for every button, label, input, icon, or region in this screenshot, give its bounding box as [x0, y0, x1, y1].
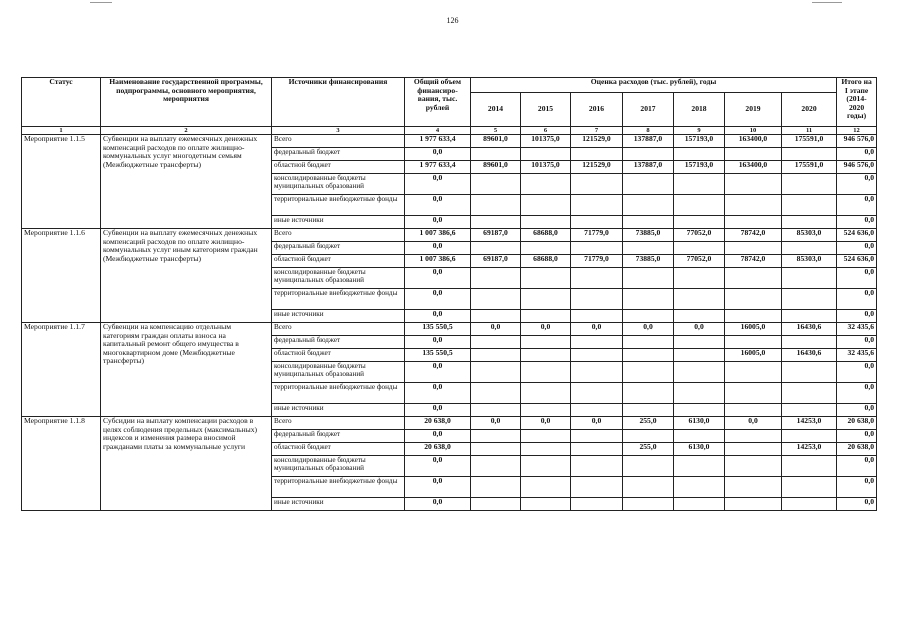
year-value-cell [725, 383, 782, 404]
year-value-cell [571, 148, 623, 161]
year-value-cell [782, 404, 837, 417]
itogo-cell: 0,0 [837, 498, 877, 511]
year-value-cell [623, 242, 674, 255]
year-value-cell [725, 268, 782, 289]
budget-table [21, 77, 877, 511]
itogo-cell: 946 576,0 [837, 161, 877, 174]
year-value-cell [521, 349, 571, 362]
year-value-cell [623, 404, 674, 417]
year-value-cell: 85303,0 [782, 255, 837, 268]
total-cell: 0,0 [405, 148, 471, 161]
total-cell: 1 977 633,4 [405, 161, 471, 174]
total-cell: 0,0 [405, 310, 471, 323]
year-value-cell: 0,0 [674, 323, 725, 336]
year-value-cell: 101375,0 [521, 161, 571, 174]
year-value-cell [571, 174, 623, 195]
year-value-cell: 101375,0 [521, 135, 571, 148]
column-number: 10 [725, 127, 782, 135]
header-year: 2017 [623, 93, 674, 127]
total-cell: 0,0 [405, 383, 471, 404]
year-value-cell [571, 216, 623, 229]
total-cell: 0,0 [405, 289, 471, 310]
year-value-cell [782, 310, 837, 323]
table-row [22, 323, 877, 336]
header-year: 2020 [782, 93, 837, 127]
year-value-cell: 0,0 [471, 417, 521, 430]
column-number: 5 [471, 127, 521, 135]
source-cell: федеральный бюджет [272, 336, 405, 349]
year-value-cell [674, 216, 725, 229]
source-cell: территориальные внебюджетные фонды [272, 477, 405, 498]
total-cell: 1 007 386,6 [405, 255, 471, 268]
total-cell: 0,0 [405, 404, 471, 417]
itogo-cell: 20 638,0 [837, 417, 877, 430]
page-number: 126 [446, 16, 459, 25]
column-number: 12 [837, 127, 877, 135]
year-value-cell [471, 456, 521, 477]
itogo-cell: 0,0 [837, 456, 877, 477]
year-value-cell [521, 362, 571, 383]
itogo-cell: 0,0 [837, 430, 877, 443]
year-value-cell [471, 216, 521, 229]
year-value-cell [725, 148, 782, 161]
source-cell: иные источники [272, 404, 405, 417]
year-value-cell [782, 430, 837, 443]
year-value-cell [521, 477, 571, 498]
year-value-cell [674, 174, 725, 195]
year-value-cell [674, 430, 725, 443]
year-value-cell [471, 148, 521, 161]
year-value-cell [571, 477, 623, 498]
itogo-cell: 0,0 [837, 310, 877, 323]
year-value-cell [623, 456, 674, 477]
total-cell: 0,0 [405, 456, 471, 477]
year-value-cell [782, 383, 837, 404]
table-body [22, 135, 877, 511]
total-cell: 0,0 [405, 362, 471, 383]
year-value-cell [521, 456, 571, 477]
year-value-cell: 0,0 [521, 417, 571, 430]
year-value-cell [674, 477, 725, 498]
total-cell: 0,0 [405, 336, 471, 349]
itogo-cell: 32 435,6 [837, 323, 877, 336]
year-value-cell: 137887,0 [623, 161, 674, 174]
year-value-cell: 0,0 [471, 323, 521, 336]
year-value-cell: 163400,0 [725, 161, 782, 174]
column-number: 6 [521, 127, 571, 135]
year-value-cell [725, 289, 782, 310]
year-value-cell: 157193,0 [674, 161, 725, 174]
year-value-cell [782, 174, 837, 195]
year-value-cell: 85303,0 [782, 229, 837, 242]
year-value-cell [521, 383, 571, 404]
itogo-cell: 524 636,0 [837, 229, 877, 242]
source-cell: территориальные внебюджетные фонды [272, 289, 405, 310]
year-value-cell [571, 310, 623, 323]
year-value-cell [623, 174, 674, 195]
year-value-cell: 14253,0 [782, 417, 837, 430]
itogo-cell: 0,0 [837, 404, 877, 417]
year-value-cell: 175591,0 [782, 135, 837, 148]
year-value-cell [571, 456, 623, 477]
year-value-cell [471, 310, 521, 323]
year-value-cell [521, 242, 571, 255]
column-number: 3 [272, 127, 405, 135]
year-value-cell [623, 268, 674, 289]
column-number: 1 [22, 127, 101, 135]
scan-mark [812, 2, 842, 3]
year-value-cell: 73885,0 [623, 255, 674, 268]
itogo-cell: 0,0 [837, 174, 877, 195]
year-value-cell [782, 289, 837, 310]
year-value-cell [571, 268, 623, 289]
year-value-cell [674, 383, 725, 404]
year-value-cell: 14253,0 [782, 443, 837, 456]
year-value-cell [471, 268, 521, 289]
year-value-cell [674, 148, 725, 161]
year-value-cell: 0,0 [521, 323, 571, 336]
year-value-cell [674, 268, 725, 289]
year-value-cell [521, 430, 571, 443]
year-value-cell [674, 404, 725, 417]
year-value-cell: 6130,0 [674, 417, 725, 430]
year-value-cell [623, 498, 674, 511]
total-cell: 0,0 [405, 195, 471, 216]
column-number-row [22, 127, 877, 135]
header-itogo: Итого на I этапе (2014-2020 годы) [837, 78, 877, 127]
total-cell: 0,0 [405, 216, 471, 229]
year-value-cell: 121529,0 [571, 161, 623, 174]
year-value-cell: 0,0 [571, 323, 623, 336]
status-cell: Мероприятие 1.1.6 [22, 229, 101, 323]
header-year: 2018 [674, 93, 725, 127]
header-year: 2014 [471, 93, 521, 127]
year-value-cell [471, 443, 521, 456]
year-value-cell [725, 242, 782, 255]
year-value-cell [623, 349, 674, 362]
year-value-cell: 78742,0 [725, 255, 782, 268]
year-value-cell: 255,0 [623, 443, 674, 456]
year-value-cell [471, 289, 521, 310]
year-value-cell [725, 430, 782, 443]
table-row [22, 229, 877, 242]
header-status: Статус [22, 78, 101, 127]
year-value-cell: 69187,0 [471, 255, 521, 268]
year-value-cell: 6130,0 [674, 443, 725, 456]
year-value-cell [725, 195, 782, 216]
source-cell: федеральный бюджет [272, 430, 405, 443]
year-value-cell [623, 216, 674, 229]
year-value-cell [725, 216, 782, 229]
source-cell: Всего [272, 135, 405, 148]
year-value-cell: 121529,0 [571, 135, 623, 148]
total-cell: 20 638,0 [405, 443, 471, 456]
total-cell: 20 638,0 [405, 417, 471, 430]
year-value-cell [571, 289, 623, 310]
year-value-cell: 255,0 [623, 417, 674, 430]
year-value-cell: 68688,0 [521, 255, 571, 268]
year-value-cell: 16005,0 [725, 323, 782, 336]
header-total: Общий объем финансиро-вания, тыс. рублей [405, 78, 471, 127]
year-value-cell: 157193,0 [674, 135, 725, 148]
year-value-cell: 77052,0 [674, 255, 725, 268]
itogo-cell: 946 576,0 [837, 135, 877, 148]
year-value-cell [521, 174, 571, 195]
source-cell: консолидированные бюджеты муниципальных образований [272, 456, 405, 477]
year-value-cell: 0,0 [725, 417, 782, 430]
year-value-cell: 71779,0 [571, 255, 623, 268]
year-value-cell [725, 404, 782, 417]
year-value-cell [571, 242, 623, 255]
year-value-cell [782, 498, 837, 511]
name-cell: Субвенции на компенсацию отдельным категориям граждан оплаты взноса на капитальный ремонт общего имущества в многоквартирном доме (Межбюджетные трансферты) [101, 323, 272, 417]
year-value-cell [521, 289, 571, 310]
header-estimate: Оценка расходов (тыс. рублей), годы [471, 78, 837, 93]
total-cell: 0,0 [405, 242, 471, 255]
itogo-cell: 0,0 [837, 477, 877, 498]
header-year: 2015 [521, 93, 571, 127]
header-year: 2019 [725, 93, 782, 127]
year-value-cell [471, 195, 521, 216]
itogo-cell: 20 638,0 [837, 443, 877, 456]
year-value-cell [782, 216, 837, 229]
total-cell: 0,0 [405, 477, 471, 498]
total-cell: 135 550,5 [405, 349, 471, 362]
source-cell: Всего [272, 417, 405, 430]
header-row [22, 78, 877, 93]
year-value-cell [674, 289, 725, 310]
source-cell: областной бюджет [272, 443, 405, 456]
header-year: 2016 [571, 93, 623, 127]
itogo-cell: 0,0 [837, 242, 877, 255]
status-cell: Мероприятие 1.1.5 [22, 135, 101, 229]
status-cell: Мероприятие 1.1.8 [22, 417, 101, 511]
year-value-cell [725, 498, 782, 511]
year-value-cell [521, 336, 571, 349]
year-value-cell [571, 336, 623, 349]
source-cell: иные источники [272, 310, 405, 323]
year-value-cell [471, 362, 521, 383]
total-cell: 0,0 [405, 268, 471, 289]
year-value-cell [725, 336, 782, 349]
itogo-cell: 0,0 [837, 195, 877, 216]
name-cell: Субсидии на выплату компенсации расходов в целях соблюдения предельных (максимальных) индексов и изменения размера вносимой гражданами платы за коммунальные услуги [101, 417, 272, 511]
year-value-cell: 77052,0 [674, 229, 725, 242]
year-value-cell [782, 148, 837, 161]
year-value-cell [471, 349, 521, 362]
total-cell: 0,0 [405, 430, 471, 443]
itogo-cell: 0,0 [837, 268, 877, 289]
year-value-cell [725, 310, 782, 323]
year-value-cell [521, 404, 571, 417]
year-value-cell: 0,0 [571, 417, 623, 430]
column-number: 9 [674, 127, 725, 135]
year-value-cell [623, 383, 674, 404]
source-cell: иные источники [272, 498, 405, 511]
name-cell: Субвенции на выплату ежемесячных денежных компенсаций расходов по оплате жилищно-коммунальных услуг иным категориям граждан (Межбюджетные трансферты) [101, 229, 272, 323]
table-row [22, 135, 877, 148]
year-value-cell: 137887,0 [623, 135, 674, 148]
total-cell: 1 977 633,4 [405, 135, 471, 148]
source-cell: Всего [272, 323, 405, 336]
year-value-cell [623, 310, 674, 323]
table-header [22, 78, 877, 135]
source-cell: областной бюджет [272, 255, 405, 268]
year-value-cell [725, 362, 782, 383]
year-value-cell: 16005,0 [725, 349, 782, 362]
year-value-cell: 68688,0 [521, 229, 571, 242]
itogo-cell: 524 636,0 [837, 255, 877, 268]
year-value-cell [623, 362, 674, 383]
total-cell: 1 007 386,6 [405, 229, 471, 242]
year-value-cell [623, 195, 674, 216]
year-value-cell [725, 174, 782, 195]
year-value-cell [471, 430, 521, 443]
table-row [22, 417, 877, 430]
year-value-cell [521, 498, 571, 511]
year-value-cell [521, 195, 571, 216]
year-value-cell [521, 310, 571, 323]
year-value-cell [725, 456, 782, 477]
year-value-cell: 78742,0 [725, 229, 782, 242]
year-value-cell [471, 383, 521, 404]
year-value-cell [571, 443, 623, 456]
year-value-cell [623, 477, 674, 498]
itogo-cell: 0,0 [837, 289, 877, 310]
year-value-cell [521, 268, 571, 289]
year-value-cell [571, 498, 623, 511]
name-cell: Субвенции на выплату ежемесячных денежных компенсаций расходов по оплате жилищно-коммунальных услуг многодетным семьям (Межбюджетные трансферты) [101, 135, 272, 229]
year-value-cell: 71779,0 [571, 229, 623, 242]
source-cell: федеральный бюджет [272, 148, 405, 161]
source-cell: федеральный бюджет [272, 242, 405, 255]
scan-mark [90, 2, 112, 3]
total-cell: 135 550,5 [405, 323, 471, 336]
year-value-cell [782, 456, 837, 477]
year-value-cell [674, 310, 725, 323]
source-cell: территориальные внебюджетные фонды [272, 383, 405, 404]
year-value-cell: 89601,0 [471, 161, 521, 174]
year-value-cell [674, 336, 725, 349]
year-value-cell [471, 336, 521, 349]
year-value-cell [471, 242, 521, 255]
year-value-cell [674, 242, 725, 255]
year-value-cell [623, 336, 674, 349]
year-value-cell [571, 195, 623, 216]
year-value-cell [571, 404, 623, 417]
year-value-cell [782, 336, 837, 349]
total-cell: 0,0 [405, 498, 471, 511]
source-cell: Всего [272, 229, 405, 242]
year-value-cell [782, 195, 837, 216]
status-cell: Мероприятие 1.1.7 [22, 323, 101, 417]
year-value-cell [521, 216, 571, 229]
year-value-cell [782, 268, 837, 289]
source-cell: консолидированные бюджеты муниципальных образований [272, 174, 405, 195]
year-value-cell: 89601,0 [471, 135, 521, 148]
source-cell: областной бюджет [272, 349, 405, 362]
year-value-cell [674, 362, 725, 383]
itogo-cell: 0,0 [837, 362, 877, 383]
header-sources: Источники финансирования [272, 78, 405, 127]
year-value-cell [623, 148, 674, 161]
year-value-cell: 16430,6 [782, 349, 837, 362]
column-number: 11 [782, 127, 837, 135]
year-value-cell [471, 174, 521, 195]
year-value-cell [571, 349, 623, 362]
year-value-cell: 69187,0 [471, 229, 521, 242]
header-name: Наименование государственной программы, подпрограммы, основного мероприятия, мероприятия [101, 78, 272, 127]
itogo-cell: 32 435,6 [837, 349, 877, 362]
year-value-cell [521, 443, 571, 456]
column-number: 8 [623, 127, 674, 135]
year-value-cell [471, 404, 521, 417]
itogo-cell: 0,0 [837, 336, 877, 349]
year-value-cell [674, 195, 725, 216]
itogo-cell: 0,0 [837, 216, 877, 229]
year-value-cell: 73885,0 [623, 229, 674, 242]
year-value-cell: 16430,6 [782, 323, 837, 336]
source-cell: консолидированные бюджеты муниципальных образований [272, 268, 405, 289]
year-value-cell: 0,0 [623, 323, 674, 336]
itogo-cell: 0,0 [837, 383, 877, 404]
year-value-cell [571, 362, 623, 383]
year-value-cell [623, 430, 674, 443]
year-value-cell [521, 148, 571, 161]
total-cell: 0,0 [405, 174, 471, 195]
year-value-cell [725, 477, 782, 498]
year-value-cell: 175591,0 [782, 161, 837, 174]
year-value-cell [782, 477, 837, 498]
year-value-cell [623, 289, 674, 310]
year-value-cell [674, 498, 725, 511]
year-value-cell [674, 456, 725, 477]
column-number: 2 [101, 127, 272, 135]
year-value-cell [782, 362, 837, 383]
source-cell: областной бюджет [272, 161, 405, 174]
source-cell: иные источники [272, 216, 405, 229]
year-value-cell [471, 498, 521, 511]
itogo-cell: 0,0 [837, 148, 877, 161]
column-number: 7 [571, 127, 623, 135]
year-value-cell [725, 443, 782, 456]
column-number: 4 [405, 127, 471, 135]
source-cell: территориальные внебюджетные фонды [272, 195, 405, 216]
year-value-cell [571, 383, 623, 404]
source-cell: консолидированные бюджеты муниципальных образований [272, 362, 405, 383]
year-value-cell [782, 242, 837, 255]
year-value-cell: 163400,0 [725, 135, 782, 148]
year-value-cell [571, 430, 623, 443]
year-value-cell [674, 349, 725, 362]
year-value-cell [471, 477, 521, 498]
